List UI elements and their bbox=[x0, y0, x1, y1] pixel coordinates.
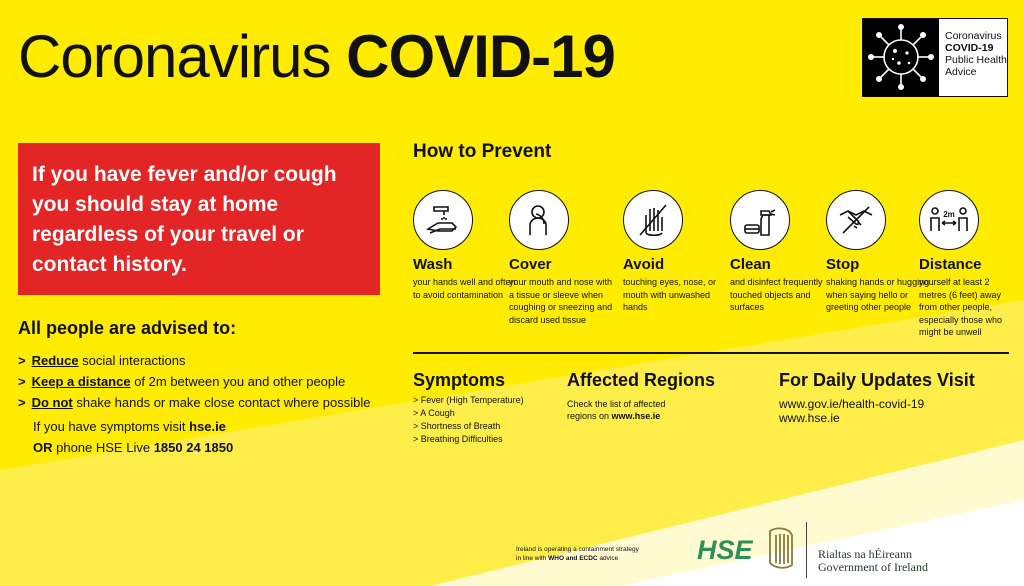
svg-text:2m: 2m bbox=[943, 210, 955, 219]
symptoms-list bbox=[413, 394, 524, 446]
harp-icon bbox=[764, 525, 798, 578]
gov-covid-link[interactable]: www.gov.ie/health-covid-19 bbox=[779, 397, 925, 411]
symptoms-title: Symptoms bbox=[413, 370, 506, 390]
advice-list bbox=[18, 350, 370, 413]
symptom-item: > A Cough bbox=[413, 408, 455, 418]
svg-text:HSE: HSE bbox=[697, 535, 753, 565]
prevent-item-distance: 2m Distance yourself at least 2 metres (6 feet) away from other people, especially those who might be unwell bbox=[919, 190, 1019, 339]
symptom-item: > Shortness of Breath bbox=[413, 421, 501, 431]
prevent-item-clean: Clean and disinfect frequently touched objects and surfaces bbox=[730, 190, 840, 314]
hse-live-phone[interactable]: 1850 24 1850 bbox=[153, 440, 234, 455]
badge-line-3: Public Health bbox=[945, 54, 1007, 66]
distance-2m-icon bbox=[919, 190, 979, 250]
advised-title: All people are advised to: bbox=[18, 318, 237, 338]
regions-section bbox=[567, 370, 715, 422]
prevent-item-cover: Cover your mouth and nose with a tissue or sleeve when coughing or sneezing and discard used tissue bbox=[509, 190, 619, 326]
prevent-title: How to Prevent bbox=[413, 141, 552, 162]
updates-title: For Daily Updates Visit bbox=[779, 370, 975, 390]
regions-title: Affected Regions bbox=[567, 370, 716, 390]
hse-logo bbox=[697, 532, 753, 571]
prevent-item-wash: Wash your hands well and often to avoid contamination bbox=[413, 190, 523, 301]
updates-section bbox=[779, 370, 975, 425]
hse-link[interactable]: hse.ie bbox=[189, 419, 226, 434]
badge-line-1: Coronavirus bbox=[945, 30, 1002, 42]
government-of-ireland: Rialtas na hÉireann Government of Ireland bbox=[818, 547, 928, 574]
no-handshake-icon bbox=[826, 190, 886, 250]
spray-clean-icon bbox=[730, 190, 790, 250]
covid-advice-badge bbox=[862, 18, 1008, 97]
badge-line-4: Advice bbox=[945, 66, 977, 78]
symptom-contact-info: If you have symptoms visit hse.ie OR phone HSE Live 1850 24 1850 bbox=[33, 419, 234, 455]
advice-item: > Do not shake hands or make close contact where possible bbox=[18, 395, 371, 410]
regions-text: Check the list of affected regions on www.hse.ie bbox=[567, 399, 666, 421]
no-touch-face-icon bbox=[623, 190, 683, 250]
regions-link[interactable]: www.hse.ie bbox=[611, 411, 661, 421]
footer-divider bbox=[806, 522, 807, 578]
containment-note: Ireland is operating a containment strategy in line with WHO and ECDC advice bbox=[516, 546, 639, 562]
section-divider bbox=[413, 352, 1009, 354]
advice-item: > Keep a distance of 2m between you and other people bbox=[18, 374, 346, 389]
stay-home-alert: If you have fever and/or cough you should stay at home regardless of your travel or contact history. bbox=[18, 143, 380, 295]
prevent-item-stop: Stop shaking hands or hugging when saying hello or greeting other people bbox=[826, 190, 936, 314]
hse-updates-link[interactable]: www.hse.ie bbox=[779, 411, 840, 425]
page-title: Coronavirus COVID-19 bbox=[18, 23, 615, 90]
virus-icon bbox=[863, 19, 939, 96]
badge-line-2: COVID-19 bbox=[945, 42, 994, 54]
hand-wash-icon bbox=[413, 190, 473, 250]
cough-cover-icon bbox=[509, 190, 569, 250]
symptom-item: > Breathing Difficulties bbox=[413, 434, 503, 444]
symptom-item: > Fever (High Temperature) bbox=[413, 395, 524, 405]
prevent-item-avoid: Avoid touching eyes, nose, or mouth with unwashed hands bbox=[623, 190, 733, 314]
symptoms-section bbox=[413, 370, 524, 446]
advice-item: > Reduce social interactions bbox=[18, 353, 186, 368]
